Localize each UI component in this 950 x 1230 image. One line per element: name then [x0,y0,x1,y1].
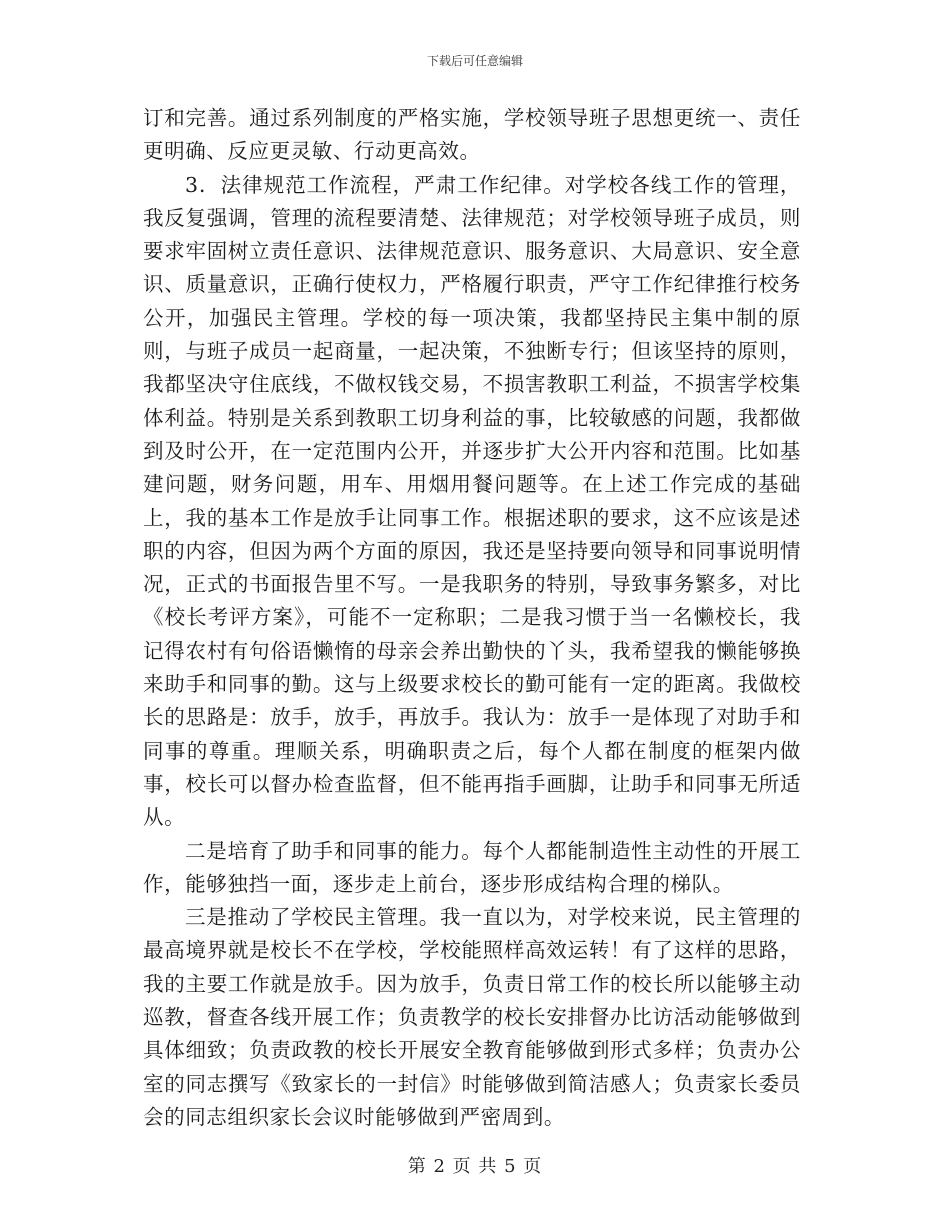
page-number-footer: 第 2 页 共 5 页 [407,1156,543,1177]
body-text [143,102,801,1134]
paragraph-3: 二是培育了助手和同事的能力。每个人都能制造性主动性的开展工作，能够独挡一面，逐步走上前台，逐步形成结构合理的梯队。 [143,838,801,896]
page-header: 下载后可任意编辑 [426,54,523,68]
paragraph-4: 三是推动了学校民主管理。我一直以为，对学校来说，民主管理的最高境界就是校长不在学校，学校能照样高效运转！有了这样的思路，我的主要工作就是放手。因为放手，负责日常工作的校长所以能够主动巡教，督查各线开展工作；负责教学的校长安排督办比访活动能够做到具体细致；负责政教的校长开展安全教育能够做到形式多样；负责办公室的同志撰写《致家长的一封信》时能够做到简洁感人；负责家长委员会的同志组织家长会议时能够做到严密周到。 [143,905,801,1129]
paragraph-1: 订和完善。通过系列制度的严格实施，学校领导班子思想更统一、责任更明确、反应更灵敏、行动更高效。 [143,106,801,164]
paragraph-2: 3．法律规范工作流程，严肃工作纪律。对学校各线工作的管理，我反复强调，管理的流程要清楚、法律规范；对学校领导班子成员，则要求牢固树立责任意识、法律规范意识、服务意识、大局意识、安全意识、质量意识，正确行使权力，严格履行职责，严守工作纪律推行校务公开，加强民主管理。学校的每一项决策，我都坚持民主集中制的原则，与班子成员一起商量，一起决策，不独断专行；但该坚持的原则，我都坚决守住底线，不做权钱交易，不损害教职工利益，不损害学校集体利益。特别是关系到教职工切身利益的事，比较敏感的问题，我都做到及时公开，在一定范围内公开，并逐步扩大公开内容和范围。比如基建问题，财务问题，用车、用烟用餐问题等。在上述工作完成的基础上，我的基本工作是放手让同事工作。根据述职的要求，这不应该是述职的内容，但因为两个方面的原因，我还是坚持要向领导和同事说明情况，正式的书面报告里不写。一是我职务的特别，导致事务繁多，对比《校长考评方案》，可能不一定称职；二是我习惯于当一名懒校长，我记得农村有句俗语懒惰的母亲会养出勤快的丫头，我希望我的懒能够换来助手和同事的勤。这与上级要求校长的勤可能有一定的距离。我做校长的思路是：放手，放手，再放手。我认为：放手一是体现了对助手和同事的尊重。理顺关系，明确职责之后，每个人都在制度的框架内做事，校长可以督办检查监督，但不能再指手画脚，让助手和同事无所适从。 [143,172,801,830]
